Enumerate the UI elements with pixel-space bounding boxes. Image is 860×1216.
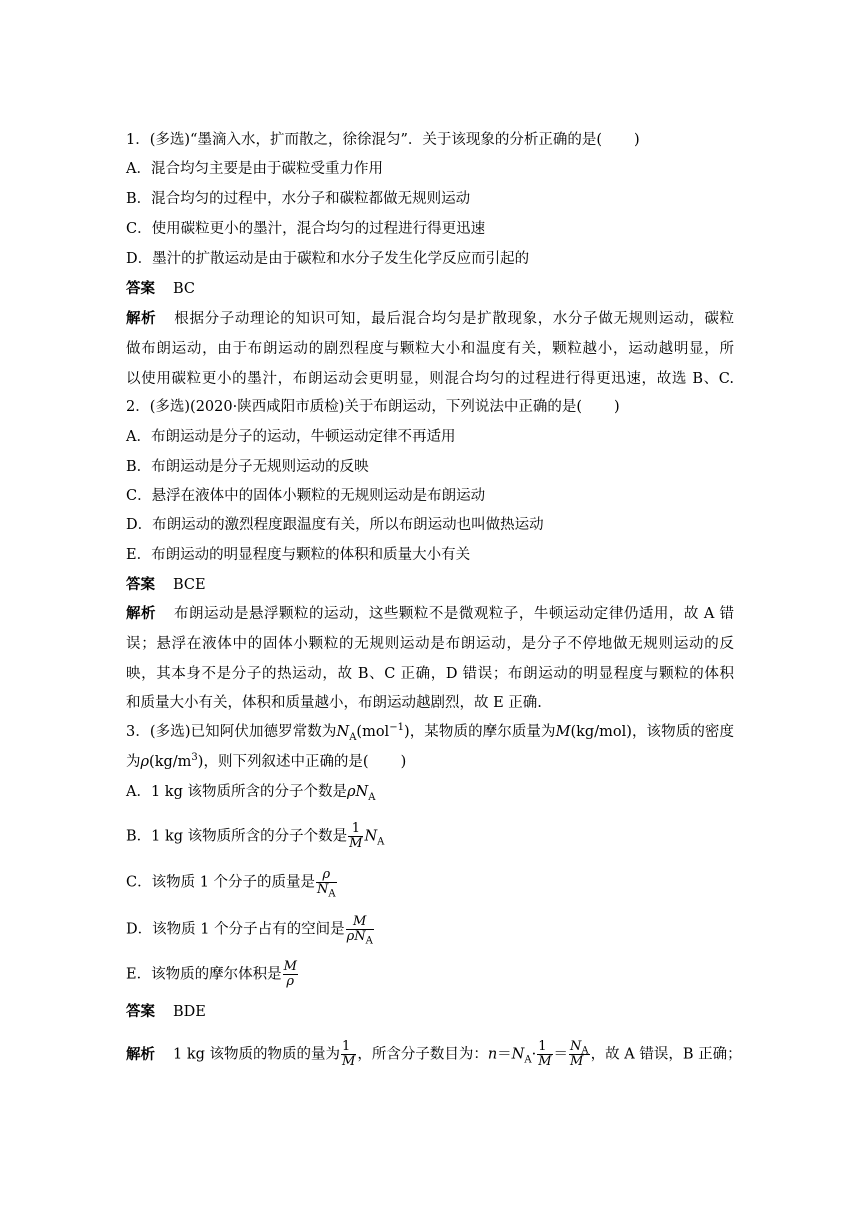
question-1-analysis-line-3: 以使用碳粒更小的墨汁，布朗运动会更明显，则混合均匀的过程进行得更迅速，故选 B、C. [126, 371, 734, 387]
answer-value: BCE [173, 577, 206, 593]
question-2-analysis-line-2: 误；悬浮在液体中的固体小颗粒的无规则运动是布朗运动，是分子不停地做无规则运动的反 [126, 636, 734, 652]
answer-value: BDE [173, 1004, 206, 1020]
answer-label: 答案 [126, 1004, 155, 1020]
fraction-one-over-m: $\frac{1}{M}$ [349, 821, 363, 851]
analysis-label: 解析 [126, 606, 156, 622]
question-1-answer [126, 279, 195, 299]
question-1-analysis-line-2: 做布朗运动，由于布朗运动的剧烈程度与颗粒大小和温度有关，颗粒越小，运动越明显，所 [126, 341, 734, 357]
question-3-stem-line-1: 3．(多选)已知阿伏加德罗常数为$N_A(mol^{-1})$，某物质的摩尔质量为M(kg/mol)，该物质的密度 [126, 722, 735, 743]
fraction-one-over-m: $\frac{1}{M}$ [342, 1039, 356, 1069]
question-3-answer [126, 1002, 206, 1022]
question-1-analysis-line-1: 解析 根据分子动理论的知识可知，最后混合均匀是扩散现象，水分子做无规则运动，碳粒 [126, 311, 735, 327]
question-3-option-d: D．该物质 1 个分子占有的空间是 $\frac{M}{\rho N_A}$ [126, 914, 373, 947]
question-3-analysis-line-1: 解析 1 kg 该物质的物质的量为 $\frac{1}{M}$ ，所含分子数目为：$n=N_A\cdot$ $\frac{1}{M}$ ＝ $\frac{N_A}{M}$ ，故 A 错误，B 正确； [126, 1039, 742, 1069]
fraction-m-over-rho-na: $\frac{M}{\rho N_A}$ [346, 914, 373, 947]
answer-label: 答案 [126, 281, 155, 297]
analysis-label: 解析 [126, 1046, 155, 1063]
question-2-option-c: C．悬浮在液体中的固体小颗粒的无规则运动是布朗运动 [126, 488, 486, 504]
question-2-analysis-line-1: 解析 布朗运动是悬浮颗粒的运动，这些颗粒不是微观粒子，牛顿运动定律仍适用，故 A 错 [126, 606, 735, 622]
question-2-stem: 2．(多选)(2020·陕西咸阳市质检)关于布朗运动，下列说法中正确的是( ) [126, 399, 620, 415]
analysis-label: 解析 [126, 311, 157, 327]
question-2-analysis-line-4: 和质量大小有关，体积和质量越小，布朗运动越剧烈，故 E 正确. [126, 695, 542, 711]
fraction-one-over-m: $\frac{1}{M}$ [538, 1039, 552, 1069]
question-2-answer [126, 575, 206, 595]
answer-label: 答案 [126, 577, 155, 593]
question-3-stem-line-2: 为$\rho(kg/m^3)$，则下列叙述中正确的是( ) [126, 752, 407, 770]
question-1-stem: 1．(多选)“墨滴入水，扩而散之，徐徐混匀”．关于该现象的分析正确的是( ) [126, 132, 640, 148]
question-2-option-b: B．布朗运动是分子无规则运动的反映 [126, 459, 369, 475]
question-1-option-c: C．使用碳粒更小的墨汁，混合均匀的过程进行得更迅速 [126, 221, 486, 237]
question-3-option-b: B．1 kg 该物质所含的分子个数是 $\frac{1}{M}$ $N_A$ [126, 821, 385, 851]
question-1-option-d: D．墨汁的扩散运动是由于碳粒和水分子发生化学反应而引起的 [126, 251, 530, 267]
question-2-option-d: D．布朗运动的激烈程度跟温度有关，所以布朗运动也叫做热运动 [126, 517, 544, 533]
question-2-option-a: A．布朗运动是分子的运动，牛顿运动定律不再适用 [126, 429, 456, 445]
question-1-option-a: A．混合均匀主要是由于碳粒受重力作用 [126, 161, 383, 177]
fraction-m-over-rho: $\frac{M}{\rho}$ [283, 959, 297, 989]
question-2-analysis-line-3: 映，其本身不是分子的热运动，故 B、C 正确，D 错误；布朗运动的明显程度与颗粒的体积 [126, 666, 734, 682]
question-3-option-e: E．该物质的摩尔体积是 $\frac{M}{\rho}$ [126, 959, 297, 989]
question-3-option-c: C．该物质 1 个分子的质量是 $\frac{\rho}{N_A}$ [126, 867, 336, 900]
fraction-rho-over-na: $\frac{\rho}{N_A}$ [317, 867, 336, 900]
question-3-option-a: A．1 kg 该物质所含的分子个数是$\rho N_A$ [126, 784, 376, 803]
fraction-na-over-m: $\frac{N_A}{M}$ [570, 1039, 589, 1069]
question-1-option-b: B．混合均匀的过程中，水分子和碳粒都做无规则运动 [126, 191, 471, 207]
question-2-option-e: E．布朗运动的明显程度与颗粒的体积和质量大小有关 [126, 547, 471, 563]
answer-value: BC [173, 281, 196, 297]
